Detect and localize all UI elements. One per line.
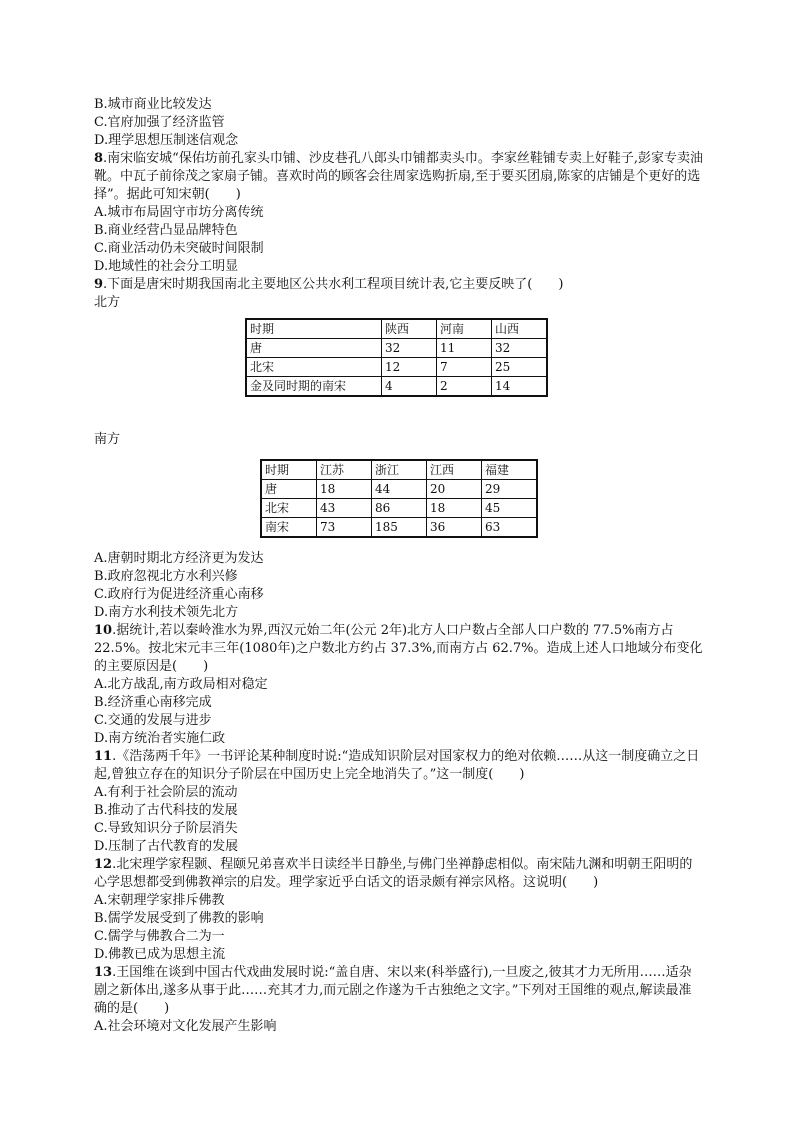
south-table-row <box>261 499 537 518</box>
q7-option-d: D.理学思想压制迷信观念 <box>94 133 239 148</box>
q8-stem-text: .南宋临安城“保佑坊前孔家头巾铺、沙皮巷孔八郎头巾铺都卖头巾。李家丝鞋铺专卖上好鞋子,彭家专卖油靴。中瓦子前徐茂之家扇子铺。喜欢时尚的顾客会往周家选购折扇,至于要买团扇,陈家的店铺是个更好的选择”。据此可知宋朝( ) <box>94 151 703 202</box>
north-cell: 7 <box>437 358 492 377</box>
q8-option-a: A.城市布局固守市坊分离传统 <box>94 205 264 220</box>
north-cell: 金及同时期的南宋 <box>246 377 382 397</box>
q11-option-d: D.压制了古代教育的发展 <box>94 839 239 854</box>
south-header-jiangxi: 江西 <box>427 460 482 480</box>
north-table-header-row <box>246 319 547 339</box>
south-cell: 18 <box>427 499 482 518</box>
q10-stem-text: .据统计,若以秦岭淮水为界,西汉元始二年(公元 2年)北方人口户数占全部人口户数的 77.5%南方占 22.5%。按北宋元丰三年(1080年)之户数北方约占 37.3%,而南方占 62.7%。造成上述人口地域分布变化的主要原因是( ) <box>94 623 703 674</box>
north-cell: 4 <box>382 377 437 397</box>
south-header-period: 时期 <box>261 460 317 480</box>
q12-option-b: B.儒学发展受到了佛教的影响 <box>94 911 264 926</box>
north-table-row <box>246 339 547 358</box>
south-cell: 29 <box>482 480 538 499</box>
north-cell: 北宋 <box>246 358 382 377</box>
south-cell: 36 <box>427 518 482 538</box>
south-header-fujian: 福建 <box>482 460 538 480</box>
north-header-shaanxi: 陕西 <box>382 319 437 339</box>
south-cell: 45 <box>482 499 538 518</box>
north-cell: 11 <box>437 339 492 358</box>
north-cell: 14 <box>492 377 548 397</box>
q12-stem-text: .北宋理学家程颢、程颐兄弟喜欢半日读经半日静坐,与佛门坐禅静虑相似。南宋陆九渊和明朝王阳明的心学思想都受到佛教禅宗的启发。理学家近乎白话文的语录颇有禅宗风格。这说明( ) <box>94 857 693 890</box>
q9-stem <box>94 276 704 294</box>
q12-number: 12 <box>94 857 113 872</box>
south-cell: 44 <box>372 480 427 499</box>
q11-option-b: B.推动了古代科技的发展 <box>94 803 238 818</box>
question-content <box>94 96 704 1036</box>
q10-option-a: A.北方战乱,南方政局相对稳定 <box>94 677 268 692</box>
q10-stem <box>94 622 704 676</box>
q8-stem <box>94 150 704 204</box>
south-cell: 18 <box>317 480 372 499</box>
q12-option-d: D.佛教已成为思想主流 <box>94 947 226 962</box>
q10-option-c: C.交通的发展与进步 <box>94 713 212 728</box>
north-table-row <box>246 377 547 397</box>
q7-option-c: C.官府加强了经济监管 <box>94 115 225 130</box>
q9-option-d: D.南方水利技术领先北方 <box>94 605 239 620</box>
q12-stem <box>94 856 704 892</box>
south-cell: 20 <box>427 480 482 499</box>
south-table-header-row <box>261 460 537 480</box>
q7-option-b: B.城市商业比较发达 <box>94 97 212 112</box>
south-header-jiangsu: 江苏 <box>317 460 372 480</box>
south-cell: 43 <box>317 499 372 518</box>
south-cell: 63 <box>482 518 538 538</box>
north-cell: 唐 <box>246 339 382 358</box>
q11-option-a: A.有利于社会阶层的流动 <box>94 785 238 800</box>
south-label: 南方 <box>94 432 121 447</box>
q11-number: 11 <box>94 749 113 764</box>
south-table-row <box>261 480 537 499</box>
q9-option-b: B.政府忽视北方水利兴修 <box>94 569 238 584</box>
q12-option-c: C.儒学与佛教合二为一 <box>94 929 225 944</box>
q10-option-d: D.南方统治者实施仁政 <box>94 731 226 746</box>
q8-option-d: D.地域性的社会分工明显 <box>94 259 239 274</box>
north-cell: 2 <box>437 377 492 397</box>
north-cell: 32 <box>492 339 548 358</box>
q10-option-b: B.经济重心南移完成 <box>94 695 212 710</box>
south-header-zhejiang: 浙江 <box>372 460 427 480</box>
north-cell: 32 <box>382 339 437 358</box>
north-table-row <box>246 358 547 377</box>
south-cell: 南宋 <box>261 518 317 538</box>
q13-stem-text: .王国维在谈到中国古代戏曲发展时说:“盖自唐、宋以来(科举盛行),一旦废之,彼其才力无所用……适杂剧之新体出,遂多从事于此……充其才力,而元剧之作遂为千古独绝之文字。”下列对王国维的观点,解读最准确的是( ) <box>94 965 692 1016</box>
north-table <box>245 318 548 397</box>
north-cell: 25 <box>492 358 548 377</box>
q11-stem-text: .《浩荡两千年》一书评论某种制度时说:“造成知识阶层对国家权力的绝对依赖……从这一制度确立之日起,曾独立存在的知识分子阶层在中国历史上完全地消失了。”这一制度( ) <box>94 749 700 782</box>
north-header-shanxi: 山西 <box>492 319 548 339</box>
south-cell: 唐 <box>261 480 317 499</box>
north-header-henan: 河南 <box>437 319 492 339</box>
north-cell: 12 <box>382 358 437 377</box>
south-cell: 86 <box>372 499 427 518</box>
q12-option-a: A.宋朝理学家排斥佛教 <box>94 893 225 908</box>
q13-stem <box>94 964 704 1018</box>
south-cell: 185 <box>372 518 427 538</box>
q10-number: 10 <box>94 623 113 638</box>
q13-number: 13 <box>94 965 113 980</box>
q8-option-c: C.商业活动仍未突破时间限制 <box>94 241 264 256</box>
q11-option-c: C.导致知识分子阶层消失 <box>94 821 238 836</box>
north-label: 北方 <box>94 295 121 310</box>
q8-option-b: B.商业经营凸显品牌特色 <box>94 223 238 238</box>
q9-stem-text: .下面是唐宋时期我国南北主要地区公共水利工程项目统计表,它主要反映了( ) <box>103 277 564 292</box>
south-table-row <box>261 518 537 538</box>
north-header-period: 时期 <box>246 319 382 339</box>
q9-option-a: A.唐朝时期北方经济更为发达 <box>94 551 264 566</box>
south-cell: 73 <box>317 518 372 538</box>
q11-stem <box>94 748 704 784</box>
q8-number: 8 <box>94 151 104 166</box>
south-cell: 北宋 <box>261 499 317 518</box>
q9-option-c: C.政府行为促进经济重心南移 <box>94 587 264 602</box>
q13-option-a: A.社会环境对文化发展产生影响 <box>94 1019 277 1034</box>
south-table <box>260 459 538 538</box>
q9-number: 9 <box>94 277 104 292</box>
